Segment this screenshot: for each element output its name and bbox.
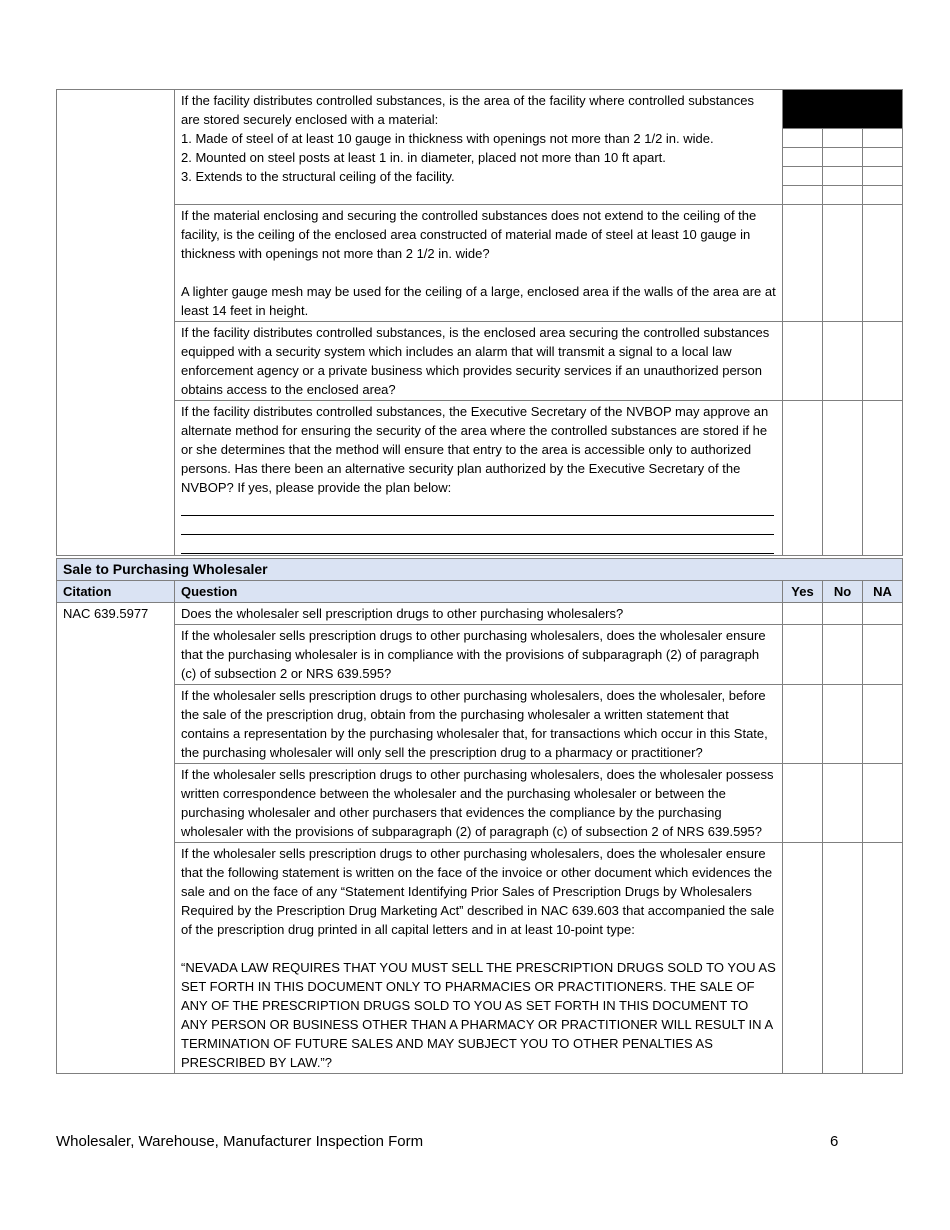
yes-checkbox-cell[interactable] [783,322,823,401]
no-checkbox-cell[interactable] [823,603,863,625]
sub-item: 2. Mounted on steel posts at least 1 in. in diameter, placed not more than 10 ft apart. [181,150,666,165]
no-checkbox-cell[interactable] [823,129,863,148]
plan-line-1[interactable] [181,497,774,516]
yes-checkbox-cell[interactable] [783,129,823,148]
yes-checkbox-cell[interactable] [783,625,823,685]
no-checkbox-cell[interactable] [823,205,863,322]
no-checkbox-cell[interactable] [823,843,863,1074]
na-checkbox-cell[interactable] [863,205,903,322]
citation-cell: NAC 639.5977 [57,603,175,1074]
no-header: No [823,581,863,603]
question-cell [175,401,783,556]
no-checkbox-cell[interactable] [823,401,863,556]
question-cell: Does the wholesaler sell prescription drugs to other purchasing wholesalers? [175,603,783,625]
yes-checkbox-cell[interactable] [783,603,823,625]
question-text: If the facility distributes controlled substances, the Executive Secretary of the NVBOP may approve an alternate method for ensuring the security of the area where the controlled substances are stored if he or she determines that the method will ensure that entry to the area is accessible only to authorized persons. Has there been an alternative security plan authorized by the Executive Secretary of the NVBOP? If yes, please provide the plan below: [181,404,769,495]
na-checkbox-cell[interactable] [863,148,903,167]
question-cell: If the wholesaler sells prescription drugs to other purchasing wholesalers, does the wholesaler ensure that the following statement is written on the face of the invoice or other document which evidences the sale and on the face of any “Statement Identifying Prior Sales of Prescription Drugs by Wholesalers Required by the Prescription Drug Marketing Act” described in NAC 639.603 that accompanied the sale of the prescription drug printed in all capital letters and in at least 10-point type: “NEVADA LAW REQUIRES THAT YOU MUST SELL THE PRESCRIPTION DRUGS SOLD TO YOU AS SET FORTH IN THIS DOCUMENT ONLY TO PHARMACIES OR PRACTITIONERS. THE SALE OF ANY OF THE PRESCRIPTION DRUGS SOLD TO YOU AS SET FORTH IN THIS DOCUMENT TO ANY PERSON OR BUSINESS OTHER THAN A PHARMACY OR PRACTITIONER WILL RESULT IN A TERMINATION OF FUTURE SALES AND MAY SUBJECT YOU TO OTHER PENALTIES AS PRESCRIBED BY LAW.”? [175,843,783,1074]
plan-line-2[interactable] [181,516,774,535]
no-checkbox-cell[interactable] [823,322,863,401]
no-checkbox-cell[interactable] [823,186,863,205]
yes-checkbox-cell[interactable] [783,186,823,205]
question-cell: If the wholesaler sells prescription drugs to other purchasing wholesalers, does the wholesaler, before the sale of the prescription drug, obtain from the purchasing wholesaler a written statement that contains a representation by the purchasing wholesaler that, for transactions which occur in this State, the purchasing wholesaler will only sell the prescription drug to a pharmacy or practitioner? [175,685,783,764]
na-checkbox-cell[interactable] [863,186,903,205]
question-cell: If the wholesaler sells prescription drugs to other purchasing wholesalers, does the wholesaler ensure that the purchasing wholesaler is in compliance with the provisions of subparagraph (2) of paragraph (c) of subsection 2 or NRS 639.595? [175,625,783,685]
yes-checkbox-cell[interactable] [783,167,823,186]
na-checkbox-cell[interactable] [863,129,903,148]
yes-checkbox-cell[interactable] [783,205,823,322]
section-title: Sale to Purchasing Wholesaler [57,559,903,581]
na-checkbox-cell[interactable] [863,843,903,1074]
blacked-out-header [783,90,903,129]
citation-cell [57,90,175,556]
plan-line-3[interactable] [181,535,774,554]
na-checkbox-cell[interactable] [863,167,903,186]
na-checkbox-cell[interactable] [863,401,903,556]
no-checkbox-cell[interactable] [823,625,863,685]
na-checkbox-cell[interactable] [863,685,903,764]
citation-header: Citation [57,581,175,603]
sub-item: 3. Extends to the structural ceiling of the facility. [181,169,455,184]
question-text: If the facility distributes controlled substances, is the area of the facility where controlled substances are stored securely enclosed with a material: [181,93,755,127]
footer-title: Wholesaler, Warehouse, Manufacturer Inspection Form [56,1133,424,1150]
no-checkbox-cell[interactable] [823,764,863,843]
na-checkbox-cell[interactable] [863,625,903,685]
question-cell: If the wholesaler sells prescription drugs to other purchasing wholesalers, does the wholesaler possess written correspondence between the wholesaler and the purchasing wholesaler or between the purchasing wholesaler and other purchasers that evidences the compliance by the purchasing wholesaler with the provisions of subparagraph (2) of paragraph (c) of subsection 2 of NRS 639.595? [175,764,783,843]
no-checkbox-cell[interactable] [823,148,863,167]
question-cell [175,90,783,205]
page-number: 6 [830,1133,839,1150]
no-checkbox-cell[interactable] [823,167,863,186]
controlled-substances-table [56,89,903,556]
na-header: NA [863,581,903,603]
yes-checkbox-cell[interactable] [783,764,823,843]
no-checkbox-cell[interactable] [823,685,863,764]
question-cell: If the facility distributes controlled substances, is the enclosed area securing the controlled substances equipped with a security system which includes an alarm that will transmit a signal to a local law enforcement agency or a private business which provides security services if an unauthorized person obtains access to the enclosed area? [175,322,783,401]
na-checkbox-cell[interactable] [863,322,903,401]
na-checkbox-cell[interactable] [863,603,903,625]
sale-to-purchasing-wholesaler-table [56,558,903,1074]
question-cell: If the material enclosing and securing the controlled substances does not extend to the ceiling of the facility, is the ceiling of the enclosed area constructed of material made of steel at least 10 gauge in thickness with openings not more than 2 1/2 in. wide? A lighter gauge mesh may be used for the ceiling of a large, enclosed area if the walls of the area are at least 14 feet in height. [175,205,783,322]
yes-header: Yes [783,581,823,603]
na-checkbox-cell[interactable] [863,764,903,843]
yes-checkbox-cell[interactable] [783,148,823,167]
yes-checkbox-cell[interactable] [783,843,823,1074]
sub-item: 1. Made of steel of at least 10 gauge in thickness with openings not more than 2 1/2 in. wide. [181,131,714,146]
yes-checkbox-cell[interactable] [783,685,823,764]
yes-checkbox-cell[interactable] [783,401,823,556]
question-header: Question [175,581,783,603]
